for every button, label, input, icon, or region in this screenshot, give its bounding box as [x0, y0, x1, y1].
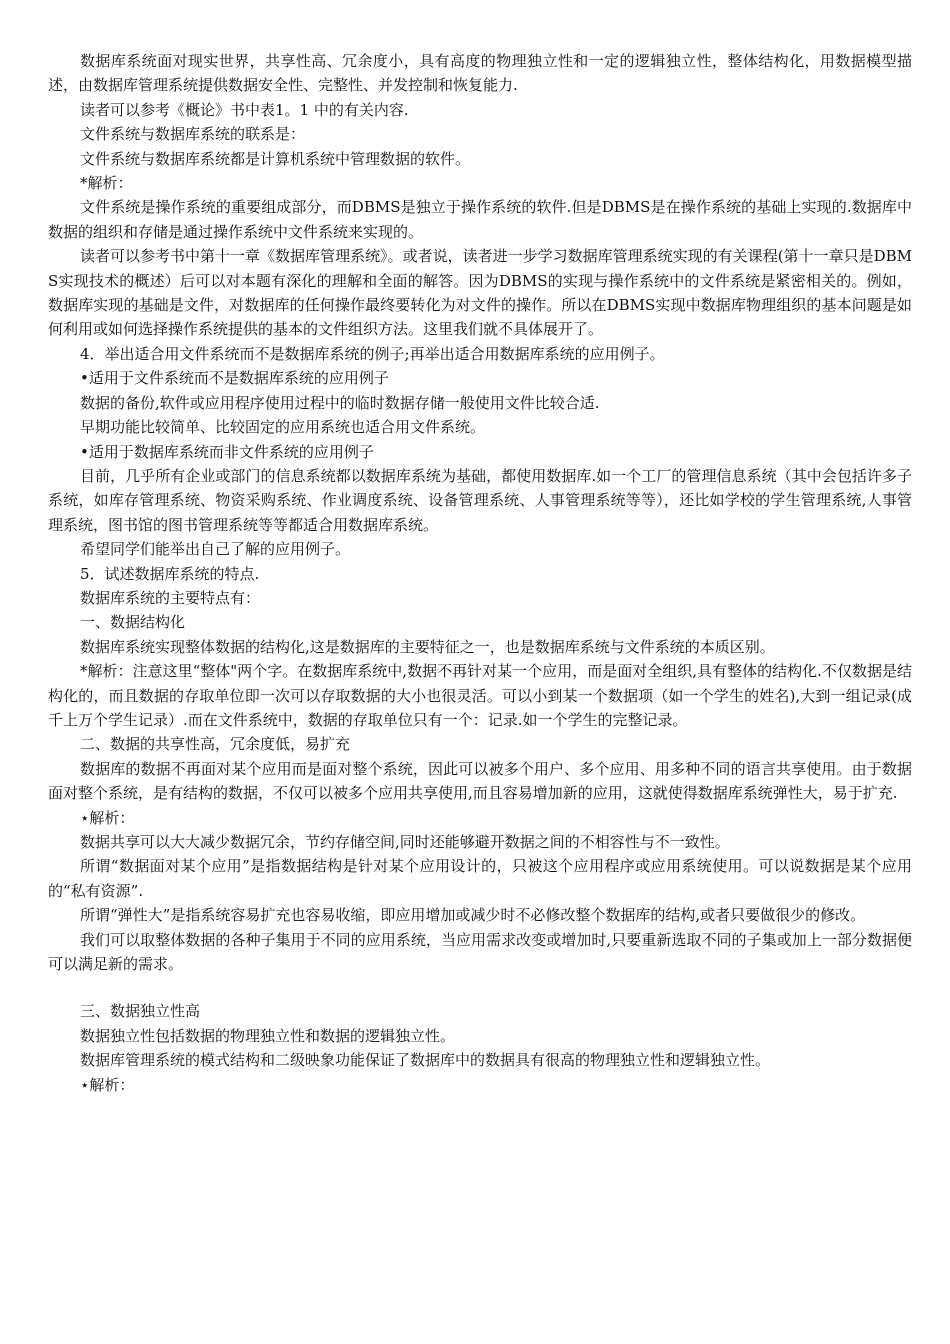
paragraph: 数据库系统面对现实世界，共享性高、冗余度小，具有高度的物理独立性和一定的逻辑独立性，整体结构化，用数据模型描述，由数据库管理系统提供数据安全性、完整性、并发控制和恢复能力.: [48, 52, 912, 95]
paragraph: 早期功能比较简单、比较固定的应用系统也适合用文件系统。: [80, 418, 486, 437]
paragraph: 数据独立性包括数据的物理独立性和数据的逻辑独立性。: [80, 1026, 456, 1045]
blank-line: [48, 976, 912, 999]
paragraph: 数据共享可以大大减少数据冗余，节约存储空间,同时还能够避开数据之间的不相容性与不一致性。: [80, 833, 730, 851]
bullet-item: •适用于数据库系统而非文件系统的应用例子: [80, 442, 374, 461]
question-heading: 5．试述数据库系统的特点.: [80, 564, 260, 583]
paragraph: 目前，几乎所有企业或部门的信息系统都以数据库系统为基础，都使用数据库.如一个工厂的管理信息系统（其中会包括许多子系统，如库存管理系统、物资采购系统、作业调度系统、设备管理系统、人事管理系统等等），还比如学校的学生管理系统,人事管理系统，图书馆的图书管理系统等等都适合用数据库系统。: [48, 466, 912, 534]
paragraph: 所谓“弹性大”是指系统容易扩充也容易收缩，即应用增加或减少时不必修改整个数据库的结构,或者只要做很少的修改。: [80, 906, 866, 925]
paragraph: 文件系统与数据库系统都是计算机系统中管理数据的软件。: [80, 149, 471, 168]
paragraph: 数据库管理系统的模式结构和二级映象功能保证了数据库中的数据具有很高的物理独立性和逻辑独立性。: [80, 1051, 771, 1070]
paragraph: 读者可以参考书中第十一章《数据库管理系统》。或者说，读者进一步学习数据库管理系统实现的有关课程(第十一章只是DBMS实现技术的概述）后可以对本题有深化的理解和全面的解答。因为DBMS的实现与操作系统中的文件系统是紧密相关的。例如，数据库实现的基础是文件，对数据库的任何操作最终要转化为对文件的操作。所以在DBMS实现中数据库物理组织的基本问题是如何利用或如何选择操作系统提供的基本的文件组织方法。这里我们就不具体展开了。: [48, 247, 912, 339]
paragraph: 数据库系统实现整体数据的结构化,这是数据库的主要特征之一，也是数据库系统与文件系统的本质区别。: [80, 637, 775, 656]
paragraph: 所谓“数据面对某个应用”是指数据结构是针对某个应用设计的，只被这个应用程序或应用系统使用。可以说数据是某个应用的“私有资源”.: [48, 857, 912, 900]
paragraph: 文件系统与数据库系统的联系是：: [80, 125, 306, 144]
paragraph: 我们可以取整体数据的各种子集用于不同的应用系统，当应用需求改变或增加时,只要重新选取不同的子集或加上一部分数据便可以满足新的需求。: [48, 930, 912, 974]
question-heading: 4．举出适合用文件系统而不是数据库系统的例子;再举出适合用数据库系统的应用例子。: [80, 344, 665, 363]
analysis-label: *解析：: [80, 174, 133, 193]
paragraph: 文件系统是操作系统的重要组成部分，而DBMS是独立于操作系统的软件.但是DBMS是在操作系统的基础上实现的.数据库中数据的组织和存储是通过操作系统中文件系统来实现的。: [48, 198, 912, 241]
section-heading: 三、数据独立性高: [80, 1002, 201, 1021]
analysis-label: ⋆解析：: [80, 808, 135, 827]
analysis-paragraph: *解析：注意这里“整体"两个字。在数据库系统中,数据不再针对某一个应用，而是面对全组织,具有整体的结构化.不仅数据是结构化的，而且数据的存取单位即一次可以存取数据的大小也很灵活。可以小到某一个数据项（如一个学生的姓名),大到一组记录(成千上万个学生记录）.而在文件系统中，数据的存取单位只有一个：记录.如一个学生的完整记录。: [48, 662, 912, 729]
paragraph: 读者可以参考《概论》书中表1。1 中的有关内容.: [80, 100, 409, 119]
section-heading: 一、数据结构化: [80, 613, 186, 632]
paragraph: 数据的备份,软件或应用程序使用过程中的临时数据存储一般使用文件比较合适.: [80, 393, 600, 412]
bullet-item: •适用于文件系统而不是数据库系统的应用例子: [80, 369, 389, 388]
paragraph: 数据库系统的主要特点有：: [80, 588, 261, 607]
section-heading: 二、数据的共享性高，冗余度低，易扩充: [80, 735, 351, 754]
analysis-label: ⋆解析：: [80, 1075, 135, 1094]
paragraph: 数据库的数据不再面对某个应用而是面对整个系统，因此可以被多个用户、多个应用、用多种不同的语言共享使用。由于数据面对整个系统，是有结构的数据，不仅可以被多个应用共享使用,而且容易增加新的应用，这就使得数据库系统弹性大，易于扩充.: [48, 759, 912, 803]
paragraph: 希望同学们能举出自己了解的应用例子。: [80, 540, 351, 559]
